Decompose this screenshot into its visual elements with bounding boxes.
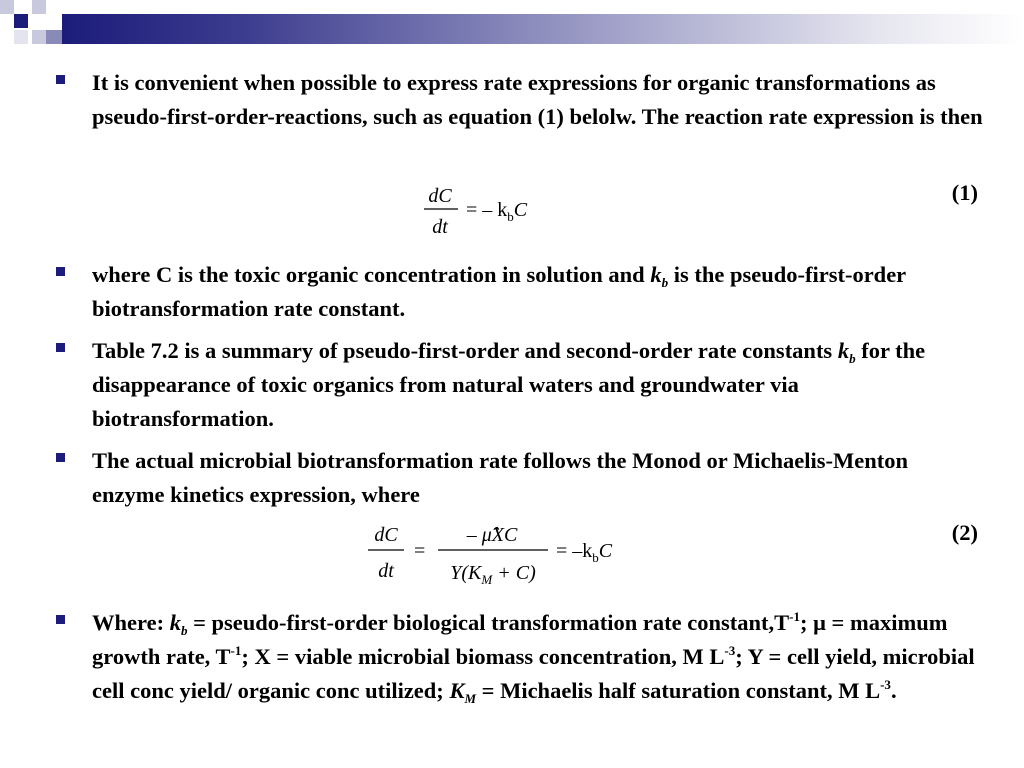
- eq1-rhs: = – $k_bC$: [466, 199, 528, 224]
- equation-2: [362, 517, 652, 591]
- bullet-item-5: [56, 606, 986, 708]
- bullet-text: where C is the toxic organic concentration in solution and $k_b$ is the pseudo-first-order biotransformation rate constant.: [92, 262, 906, 321]
- eq2-lhs-numerator: dC: [374, 524, 398, 546]
- eq2-rhs: = $-k_bC$: [556, 540, 613, 565]
- bullet-text: Where: $k_b$ = pseudo-first-order biological transformation rate $constant,T^{-1}$; μ = maximum growth rate, $T^{-1}$; X = viable microbial biomass concentration, M $L^{-3}$; Y = cell yield, microbial cell conc yield/ organic conc utilized; $K_M$ = Michaelis half saturation constant, M $L^{-3}$.: [92, 609, 975, 706]
- equation-1-number: (1): [951, 180, 978, 205]
- bullet-item-3: [56, 334, 986, 436]
- bullet-item-2: [56, 258, 986, 326]
- bullet-item-1: [56, 66, 986, 134]
- bullet-item-4: [56, 444, 986, 512]
- bullet-text: It is convenient when possible to express rate expressions for organic transformations as pseudo-first-order-reactions, such as equation (1) belolw. The reaction rate expression is then: [92, 70, 983, 129]
- square-bullet-icon: [56, 267, 65, 276]
- square-bullet-icon: [56, 343, 65, 352]
- bullet-text: The actual microbial biotransformation rate follows the Monod or Michaelis-Menton enzyme kinetics expression, where: [92, 448, 908, 507]
- eq2-equals: =: [414, 540, 426, 562]
- square-bullet-icon: [56, 75, 65, 84]
- eq2-mid-denominator: $Y(K_M + C)$: [450, 562, 536, 587]
- eq2-lhs-denominator: dt: [378, 560, 394, 582]
- bullet-text: Table 7.2 is a summary of pseudo-first-order and second-order rate constants $k_b$ for the disappearance of toxic organics from natural waters and groundwater via biotransformation.: [92, 338, 926, 431]
- equation-2-number: (2): [951, 520, 978, 545]
- eq1-lhs-denominator: dt: [432, 216, 448, 238]
- eq2-mid-numerator: – μ̂XC: [466, 524, 518, 546]
- square-bullet-icon: [56, 453, 65, 462]
- equation-1: [420, 178, 560, 242]
- square-bullet-icon: [56, 615, 65, 624]
- eq1-lhs-numerator: dC: [428, 185, 452, 207]
